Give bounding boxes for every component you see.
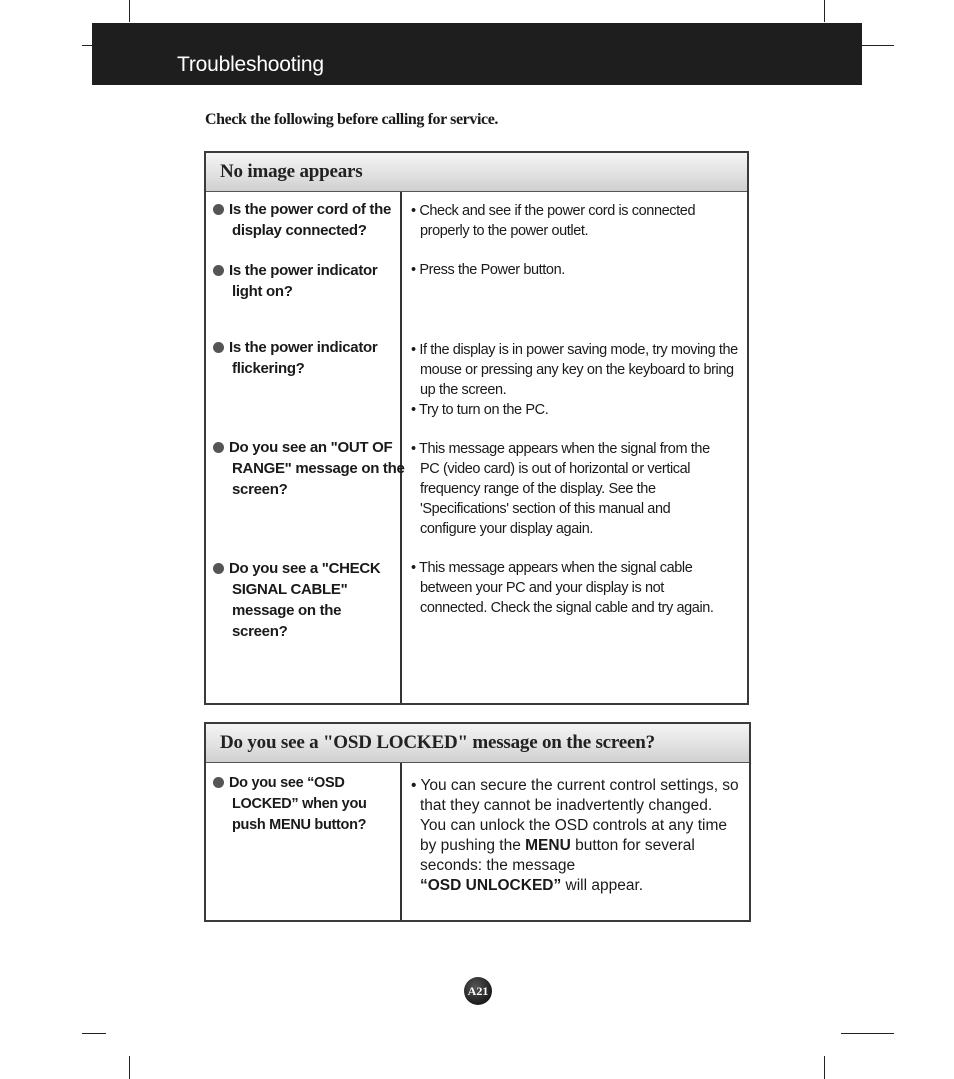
- answer-text: Try to turn on the PC.: [419, 402, 549, 418]
- crop-mark: [862, 45, 894, 46]
- answer-item: • Press the Power button.: [411, 262, 565, 278]
- answer-text: button for several seconds: the message: [420, 837, 695, 874]
- answer-item: • This message appears when the signal from the PC (video card) is out of horizontal or vertical frequency range of the display. See the 'Specifications' section of this manual and configure your display again.: [411, 441, 710, 537]
- page-title: Troubleshooting: [177, 53, 324, 76]
- answer-item: • You can secure the current control settings, so that they cannot be inadvertently changed. You can unlock the OSD controls at any time by pushing the MENU button for several seconds: the message “OSD UNLOCKED” will appear.: [411, 777, 739, 894]
- panel-title: No image appears: [220, 161, 363, 182]
- column-divider: [400, 763, 402, 920]
- question-text: Do you see an "OUT OF RANGE" message on the screen?: [229, 439, 405, 498]
- answer-text: This message appears when the signal cable between your PC and your display is not connected. Check the signal cable and try again.: [419, 560, 714, 616]
- question-text: Is the power cord of the display connected?: [229, 201, 391, 239]
- bullet-icon: [213, 777, 224, 788]
- panel-body: [206, 192, 747, 703]
- answer-text: You can secure the current control settings, so that they cannot be inadvertently changed. You can unlock the OSD controls at any time by pushing the: [420, 777, 739, 854]
- question-item: [213, 437, 405, 500]
- answer-item: • This message appears when the signal cable between your PC and your display is not connected. Check the signal cable and try again.: [411, 560, 714, 616]
- crop-mark: [824, 1056, 825, 1079]
- answer-text: This message appears when the signal from the PC (video card) is out of horizontal or vertical frequency range of the display. See the 'Specifications' section of this manual and configure your display again.: [419, 441, 710, 537]
- question-item: [213, 337, 403, 379]
- question-text: Do you see a "CHECK SIGNAL CABLE" message on the screen?: [229, 560, 381, 640]
- panel-body: [206, 763, 749, 920]
- question-item: [213, 558, 388, 642]
- menu-keyword: MENU: [525, 837, 571, 854]
- answer-item: • Check and see if the power cord is connected properly to the power outlet.: [411, 203, 696, 239]
- answer-item: • If the display is in power saving mode, try moving the mouse or pressing any key on the keyboard to bring up the screen. • Try to turn on the PC.: [411, 342, 738, 418]
- answer-text: If the display is in power saving mode, try moving the mouse or pressing any key on the keyboard to bring up the screen.: [419, 342, 738, 398]
- osd-unlocked-keyword: “OSD UNLOCKED”: [420, 877, 562, 894]
- crop-mark: [841, 1033, 894, 1034]
- crop-mark: [824, 0, 825, 22]
- crop-mark: [129, 1056, 130, 1079]
- crop-mark: [82, 45, 92, 46]
- question-text: Do you see “OSD LOCKED” when you push MENU button?: [229, 775, 367, 833]
- intro-text: Check the following before calling for service.: [205, 111, 498, 128]
- question-item: [213, 260, 403, 302]
- question-item: [213, 773, 383, 836]
- question-text: Is the power indicator light on?: [229, 262, 378, 300]
- panel-no-image: [204, 151, 749, 705]
- bullet-icon: [213, 442, 224, 453]
- crop-mark: [129, 0, 130, 22]
- answer-text: will appear.: [565, 877, 644, 894]
- bullet-icon: [213, 204, 224, 215]
- panel-header: [206, 153, 747, 192]
- bullet-icon: [213, 342, 224, 353]
- crop-mark: [82, 1033, 106, 1034]
- panel-osd-locked: [204, 722, 751, 922]
- bullet-icon: [213, 265, 224, 276]
- bullet-icon: [213, 563, 224, 574]
- panel-header: [206, 724, 749, 763]
- answer-text: Check and see if the power cord is connected properly to the power outlet.: [419, 203, 696, 239]
- header-bar: [92, 23, 862, 85]
- panel-title: Do you see a "OSD LOCKED" message on the screen?: [220, 732, 655, 753]
- answer-text: Press the Power button.: [419, 262, 565, 278]
- question-text: Is the power indicator flickering?: [229, 339, 378, 377]
- page-number-badge: A21: [464, 977, 492, 1005]
- question-item: [213, 199, 403, 241]
